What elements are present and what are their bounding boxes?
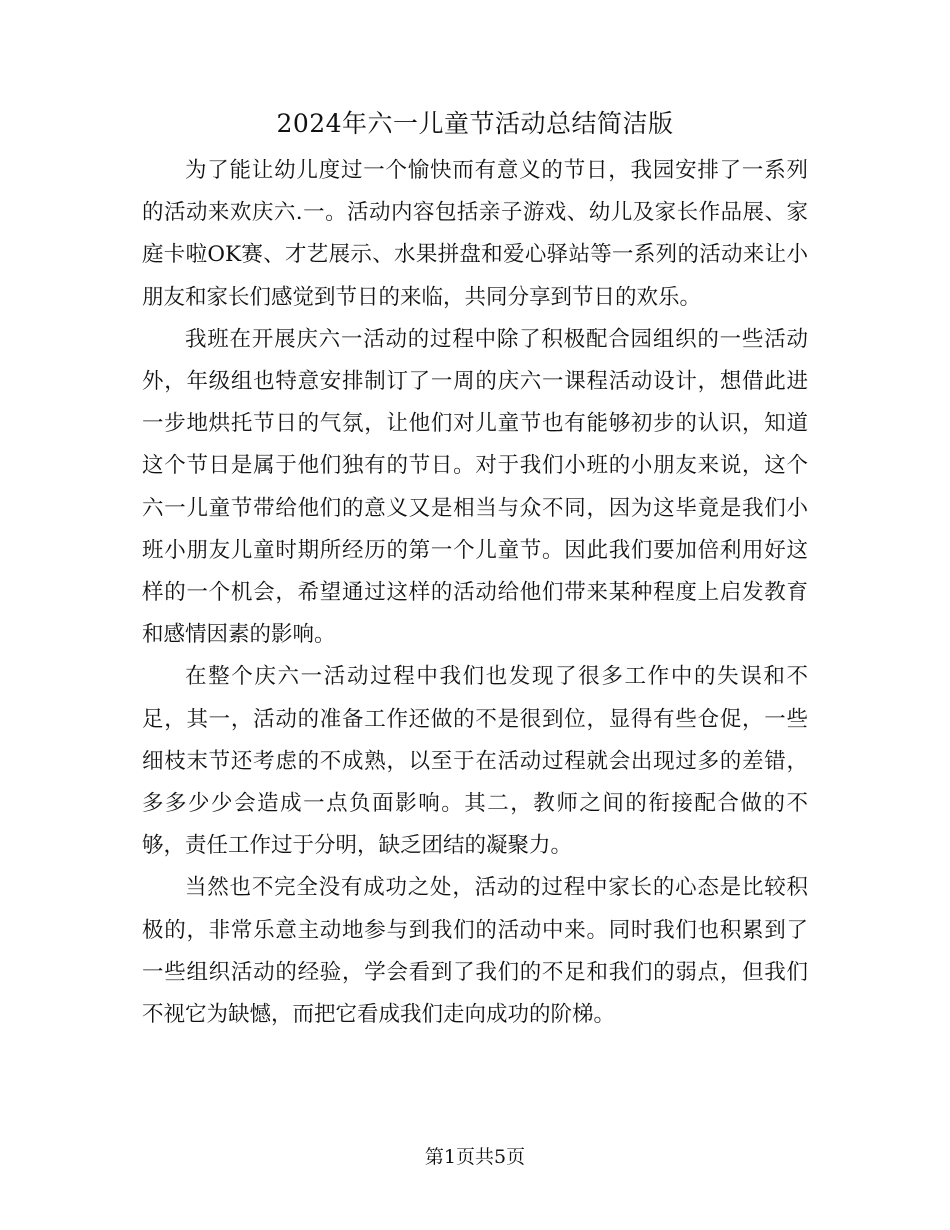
paragraph-4: 当然也不完全没有成功之处，活动的过程中家长的心态是比较积极的，非常乐意主动地参与到我们的活动中来。同时我们也积累到了一些组织活动的经验，学会看到了我们的不足和我们的弱点，但我们不视它为缺憾，而把它看成我们走向成功的阶梯。 (142, 875, 808, 1028)
paragraph-3: 在整个庆六一活动过程中我们也发现了很多工作中的失误和不足，其一，活动的准备工作还做的不是很到位，显得有些仓促，一些细枝末节还考虑的不成熟，以至于在活动过程就会出现过多的差错，多多少少会造成一点负面影响。其二，教师之间的衔接配合做的不够，责任工作过于分明，缺乏团结的凝聚力。 (142, 664, 808, 859)
page-number-footer: 第1页共5页 (424, 1146, 526, 1168)
paragraph-1: 为了能让幼儿度过一个愉快而有意义的节日，我园安排了一系列的活动来欢庆六.一。活动内容包括亲子游戏、幼儿及家长作品展、家庭卡啦OK赛、才艺展示、水果拼盘和爱心驿站等一系列的活动来让小朋友和家长们感觉到节日的来临，共同分享到节日的欢乐。 (142, 158, 808, 310)
paragraph-2: 我班在开展庆六一活动的过程中除了积极配合园组织的一些活动外，年级组也特意安排制订了一周的庆六一课程活动设计，想借此进一步地烘托节日的气氛，让他们对儿童节也有能够初步的认识，知道这个节日是属于他们独有的节日。对于我们小班的小朋友来说，这个六一儿童节带给他们的意义又是相当与众不同，因为这毕竟是我们小班小朋友儿童时期所经历的第一个儿童节。因此我们要加倍利用好这样的一个机会，希望通过这样的活动给他们带来某种程度上启发教育和感情因素的影响。 (142, 326, 808, 648)
document-title: 2024年六一儿童节活动总结简洁版 (276, 109, 674, 138)
document-body (142, 150, 808, 1036)
